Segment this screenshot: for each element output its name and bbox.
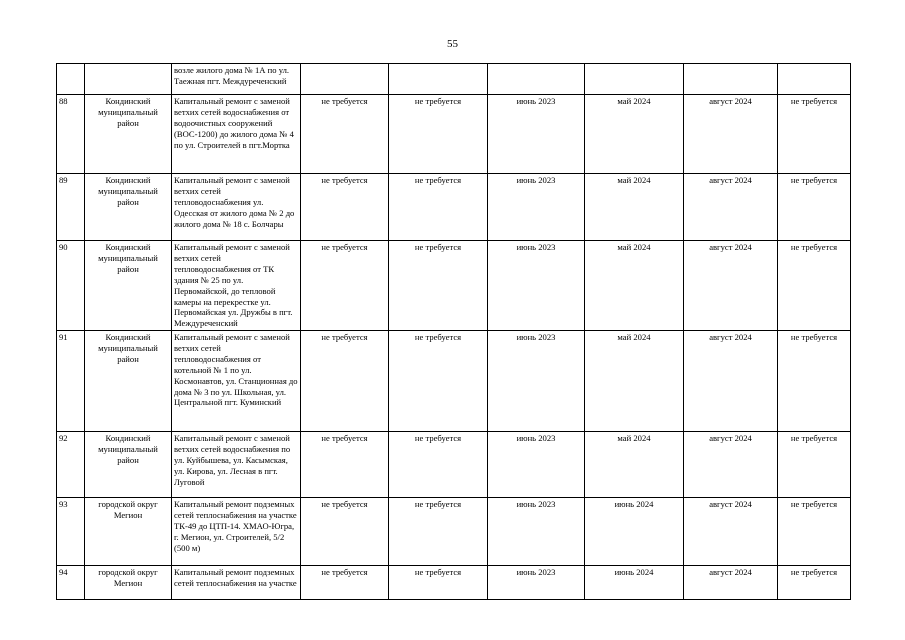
cell-col5: август 2024 [684,331,778,432]
cell-col1: не требуется [301,498,389,566]
cell-col1: не требуется [301,241,389,331]
cell-col3: июнь 2023 [488,432,585,498]
cell-col3: июнь 2023 [488,241,585,331]
cell-col3: июнь 2023 [488,498,585,566]
cell-col3: июнь 2023 [488,174,585,241]
cell-col4: июнь 2024 [585,566,684,600]
cell-col3: июнь 2023 [488,331,585,432]
cell-empty [389,64,488,95]
cell-num: 89 [57,174,85,241]
cell-description: Капитальный ремонт с заменой ветхих сетей тепловодоснабжения от котельной № 1 по ул. Космонавтов, ул. Станционная до дома № 3 по ул. Школьная, ул. Центральной пгт. Куминский [172,331,301,432]
cell-empty [585,64,684,95]
cell-col1: не требуется [301,566,389,600]
table-row [57,241,851,331]
cell-description: Капитальный ремонт подземных сетей теплоснабжения на участке ТК-49 до ЦТП-14. ХМАО-Югра, г. Мегион, ул. Строителей, 5/2 (500 м) [172,498,301,566]
table-row [57,331,851,432]
cell-col4: май 2024 [585,174,684,241]
cell-num [57,64,85,95]
cell-col2: не требуется [389,331,488,432]
table-row-continuation [57,64,851,95]
cell-col5: август 2024 [684,95,778,174]
cell-col6: не требуется [778,174,851,241]
cell-description: Капитальный ремонт с заменой ветхих сетей водоснабжения по ул. Куйбышева, ул. Касымская, ул. Кирова, ул. Лесная в пгт. Луговой [172,432,301,498]
cell-municipality: Кондинский муниципальный район [85,432,172,498]
cell-col5: август 2024 [684,566,778,600]
cell-col2: не требуется [389,241,488,331]
table-row [57,174,851,241]
cell-col4: июнь 2024 [585,498,684,566]
cell-col6: не требуется [778,566,851,600]
table-row [57,95,851,174]
cell-col4: май 2024 [585,241,684,331]
cell-empty [778,64,851,95]
table-row [57,566,851,600]
cell-empty [301,64,389,95]
cell-col2: не требуется [389,432,488,498]
cell-col2: не требуется [389,95,488,174]
cell-municipality: Кондинский муниципальный район [85,331,172,432]
cell-col5: август 2024 [684,241,778,331]
cell-municipality: Кондинский муниципальный район [85,174,172,241]
cell-col2: не требуется [389,174,488,241]
cell-col6: не требуется [778,241,851,331]
table-row [57,432,851,498]
cell-municipality: городской округ Мегион [85,498,172,566]
cell-empty [684,64,778,95]
table-row [57,498,851,566]
cell-description: Капитальный ремонт с заменой ветхих сетей водоснабжения от водоочистных сооружений (ВОС-1200) до жилого дома № 4 по ул. Строителей в пгт.Мортка [172,95,301,174]
cell-col6: не требуется [778,498,851,566]
cell-col3: июнь 2023 [488,566,585,600]
works-table [56,63,851,600]
cell-col6: не требуется [778,331,851,432]
cell-col5: август 2024 [684,432,778,498]
cell-municipality: Кондинский муниципальный район [85,95,172,174]
cell-num: 92 [57,432,85,498]
cell-col2: не требуется [389,498,488,566]
cell-col1: не требуется [301,432,389,498]
cell-col5: август 2024 [684,498,778,566]
cell-col4: май 2024 [585,95,684,174]
cell-num: 91 [57,331,85,432]
cell-col4: май 2024 [585,432,684,498]
cell-col2: не требуется [389,566,488,600]
cell-col3: июнь 2023 [488,95,585,174]
cell-municipality: городской округ Мегион [85,566,172,600]
cell-col1: не требуется [301,95,389,174]
cell-col1: не требуется [301,331,389,432]
cell-description: Капитальный ремонт с заменой ветхих сетей тепловодоснабжения ул. Одесская от жилого дома № 2 до жилого дома № 18 с. Болчары [172,174,301,241]
cell-col1: не требуется [301,174,389,241]
cell-col5: август 2024 [684,174,778,241]
cell-description: Капитальный ремонт подземных сетей теплоснабжения на участке [172,566,301,600]
cell-num: 90 [57,241,85,331]
cell-municipality [85,64,172,95]
page-number: 55 [447,38,458,50]
cell-num: 93 [57,498,85,566]
cell-col4: май 2024 [585,331,684,432]
cell-num: 94 [57,566,85,600]
cell-empty [488,64,585,95]
cell-num: 88 [57,95,85,174]
cell-description: Капитальный ремонт с заменой ветхих сетей тепловодоснабжения от ТК здания № 25 по ул. Первомайской, до тепловой камеры на перекрестке ул. Первомайская ул. Дружбы в пгт. Междуреченский [172,241,301,331]
cell-description: возле жилого дома № 1А по ул. Таежная пгт. Междуреченский [172,64,301,95]
cell-col6: не требуется [778,95,851,174]
cell-municipality: Кондинский муниципальный район [85,241,172,331]
cell-col6: не требуется [778,432,851,498]
